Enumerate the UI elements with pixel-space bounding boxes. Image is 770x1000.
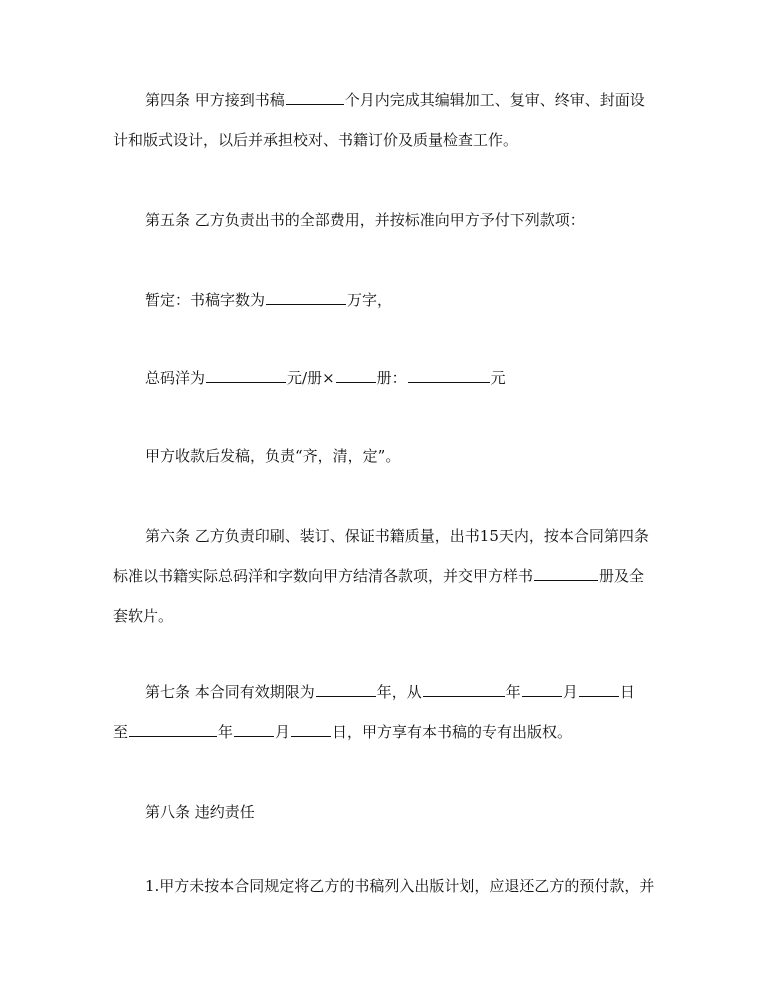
article-5-line-1: 第五条 乙方负责出书的全部费用，并按标准向甲方予付下列款项： [145, 211, 585, 229]
word-count-blank [266, 290, 346, 305]
start-year-blank [423, 682, 505, 697]
unit-price-blank [206, 368, 286, 383]
article-6-paragraph [113, 516, 658, 636]
validity-years-blank [316, 682, 376, 697]
end-year-blank [129, 722, 217, 737]
article-6-line-2: 标准以书籍实际总码洋和字数向甲方结清各款项，并交甲方样书 册及全 [113, 567, 645, 585]
article-7-paragraph [113, 672, 658, 752]
word-count-text: 暂定：书稿字数为 万字， [145, 291, 393, 309]
total-price-text: 总码洋为 元/册× 册： 元 [145, 369, 506, 387]
start-day-blank [579, 682, 619, 697]
article-6-line-3: 套软片。 [113, 607, 174, 625]
end-day-blank [291, 722, 331, 737]
receipt-line [113, 436, 658, 476]
total-price-line [113, 358, 658, 398]
article-8-item-1 [113, 866, 658, 906]
article-8-heading [113, 792, 658, 832]
article-4-line-2: 计和版式设计，以后并承担校对、书籍订价及质量检查工作。 [113, 131, 519, 149]
word-count-line [113, 280, 658, 320]
copies-blank [336, 368, 376, 383]
receipt-text: 甲方收款后发稿，负责“齐，清，定”。 [145, 447, 401, 465]
start-month-blank [522, 682, 562, 697]
article-7-line-2: 至 年 月 日，甲方享有本书稿的专有出版权。 [113, 723, 573, 741]
manuscript-months-blank [286, 90, 344, 105]
article-5-heading-line [113, 200, 658, 240]
article-4-line-1: 第四条 甲方接到书稿 个月内完成其编辑加工、复审、终审、封面设 [145, 91, 645, 109]
article-4-paragraph [113, 80, 658, 160]
total-amount-blank [408, 368, 490, 383]
article-6-line-1: 第六条 乙方负责印刷、装订、保证书籍质量，出书15天内，按本合同第四条 [145, 527, 649, 545]
article-8-item-1-text: 1.甲方未按本合同规定将乙方的书稿列入出版计划，应退还乙方的预付款，并 [145, 877, 655, 895]
end-month-blank [234, 722, 274, 737]
article-8-title: 第八条 违约责任 [145, 803, 255, 821]
sample-copies-blank [534, 566, 598, 581]
article-7-line-1: 第七条 本合同有效期限为 年，从 年 月 日 [145, 683, 635, 701]
